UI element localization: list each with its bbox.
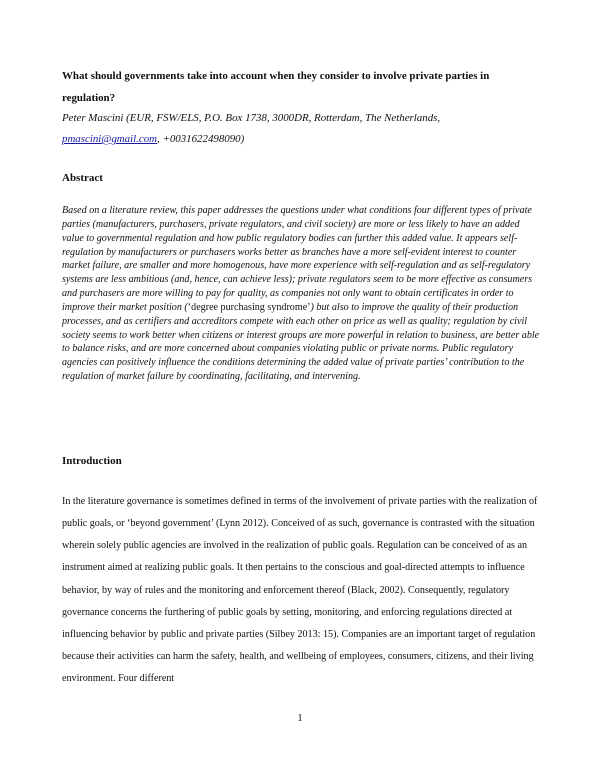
author-phone: , +0031622498090) xyxy=(157,133,245,145)
author-line: Peter Mascini (EUR, FSW/ELS, P.O. Box 1738, 3000DR, Rotterdam, The Netherlands, xyxy=(62,112,441,124)
abstract-text-part1: Based on a literature review, this paper addresses the questions under what conditions four different types of private parties (manufacturers, purchasers, private regulators, and civil society) are more or less likely to have an added value to governmental regulation and how public regulatory bodies can further this added value. It appears self-regulation by manufacturers or purchasers works better as branches have a more self-evident interest to counter market failure, are smaller and more homogenous, have more experience with self-regulation and as self-regulatory systems are less ambitious (and, hence, can achieve less); private regulators seem to be more effective as consumers and purchasers are more willing to pay for quality, as companies not only want to obtain certificates in order to improve their market position ( xyxy=(62,205,533,313)
author-email-link[interactable]: pmascini@gmail.com xyxy=(62,133,158,145)
paper-title: What should governments take into account when they consider to involve private parties in regulation? xyxy=(62,70,490,104)
author-info xyxy=(62,108,540,150)
abstract-heading: Abstract xyxy=(62,172,103,184)
introduction-heading: Introduction xyxy=(62,455,122,467)
introduction-text: In the literature governance is sometimes defined in terms of the involvement of private parties with the realization of public goals, or ‘beyond government’ (Lynn 2012). Conceived of as such, governance is contrasted with the situation wherein solely public agencies are involved in the realization of public goals. Regulation can be conceived of as an instrument aimed at realizing public goals. It then pertains to the conscious and goal-directed attempts to influence behavior, by way of rules and the monitoring and enforcement thereof (Black, 2002). Consequently, regulatory governance concerns the furthering of public goals by setting, monitoring, and enforcing regulations directed at influencing behavior by public and private parties (Silbey 2013: 15). Companies are an important target of regulation because their activities can harm the safety, health, and wellbeing of employees, consumers, citizens, and their living environment. Four different xyxy=(62,496,538,685)
page-number: 1 xyxy=(297,712,303,724)
abstract-quoted-term: ‘degree purchasing syndrome’ xyxy=(187,301,311,313)
abstract-text-part2: ) but also to improve the quality of their production processes, and as certifiers and accreditors compete with each other on price as well as quality; regulation by civil society seems to work better when citizens or interest groups are more powerful in relation to business, are better able to balance risks, and are more concerned about companies violating public or private norms. Public regulatory agencies can positively influence the conditions determining the added value of private parties’ contribution to the regulation of market failure by coordinating, facilitating, and intervening. xyxy=(62,301,540,383)
abstract-text xyxy=(62,204,540,384)
